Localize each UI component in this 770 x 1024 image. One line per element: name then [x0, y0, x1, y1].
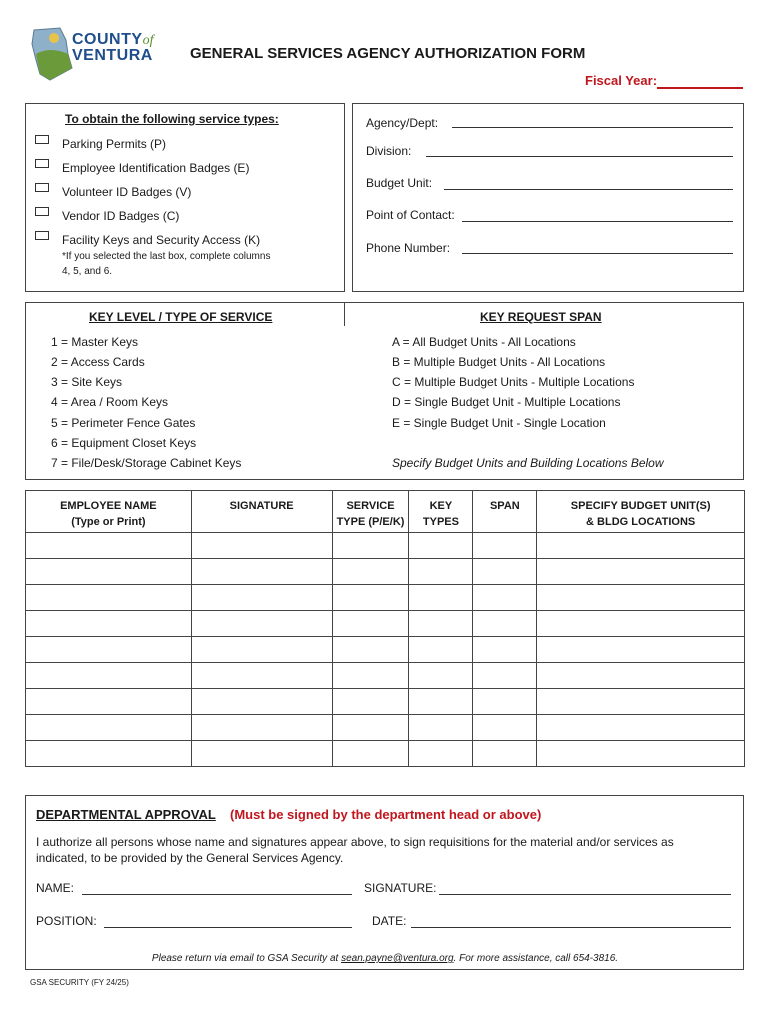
table-row [26, 663, 745, 689]
span-cell[interactable] [473, 637, 537, 663]
date-input[interactable] [411, 927, 731, 928]
col-signature-line1: SIGNATURE [229, 500, 294, 512]
budget-unit-input[interactable] [444, 189, 733, 190]
employee-name-cell[interactable] [26, 611, 192, 637]
checkbox-parking[interactable] [35, 135, 49, 144]
key-level-item: 7 = File/Desk/Storage Cabinet Keys [51, 456, 242, 470]
col-budget-units [537, 491, 745, 533]
col-service-type-line1: SERVICE [346, 500, 395, 512]
signature-cell[interactable] [191, 663, 332, 689]
employee-table [25, 490, 745, 767]
service-types-heading-text: To obtain the following service types: [65, 112, 279, 126]
budget-units-cell[interactable] [537, 585, 745, 611]
signature-label: SIGNATURE: [364, 881, 437, 895]
service-type-cell[interactable] [332, 585, 409, 611]
table-row [26, 741, 745, 767]
service-type-cell[interactable] [332, 715, 409, 741]
gsa-email-link[interactable]: sean.payne@ventura.org [341, 953, 454, 964]
checkbox-facility-keys[interactable] [35, 231, 49, 240]
col-key-types-line2: TYPES [422, 516, 459, 528]
contact-input[interactable] [462, 221, 733, 222]
service-item-volunteer-badges: Volunteer ID Badges (V) [62, 185, 192, 199]
key-span-item: A = All Budget Units - All Locations [392, 335, 576, 349]
key-types-cell[interactable] [409, 585, 473, 611]
agency-label: Agency/Dept: [366, 116, 439, 130]
table-row [26, 689, 745, 715]
signature-input[interactable] [439, 894, 731, 895]
signature-cell[interactable] [191, 559, 332, 585]
approval-statement-line2: indicated, to be provided by the General Services Agency. [36, 851, 344, 865]
name-label: NAME: [36, 881, 75, 895]
service-type-cell[interactable] [332, 663, 409, 689]
service-type-cell[interactable] [332, 637, 409, 663]
key-level-item: 1 = Master Keys [51, 335, 139, 349]
key-level-item: 6 = Equipment Closet Keys [51, 436, 197, 450]
key-types-cell[interactable] [409, 689, 473, 715]
key-types-cell[interactable] [409, 715, 473, 741]
key-span-item: E = Single Budget Unit - Single Location [392, 416, 606, 430]
return-instructions [0, 953, 770, 964]
county-logo [30, 24, 160, 82]
span-cell[interactable] [473, 533, 537, 559]
employee-name-cell[interactable] [26, 637, 192, 663]
contact-label: Point of Contact: [366, 208, 455, 222]
budget-units-cell[interactable] [537, 663, 745, 689]
return-prefix: Please return via email to GSA Security at [151, 953, 339, 964]
col-key-types-line1: KEY [429, 500, 453, 512]
service-item-parking: Parking Permits (P) [62, 137, 167, 151]
key-level-heading: KEY LEVEL / TYPE OF SERVICE [89, 310, 273, 324]
budget-units-cell[interactable] [537, 637, 745, 663]
division-input[interactable] [426, 156, 733, 157]
fiscal-year-field[interactable] [657, 87, 743, 89]
span-cell[interactable] [473, 689, 537, 715]
checkbox-vendor-badges[interactable] [35, 207, 49, 216]
signature-cell[interactable] [191, 533, 332, 559]
key-types-cell[interactable] [409, 741, 473, 767]
span-cell[interactable] [473, 741, 537, 767]
key-types-cell[interactable] [409, 611, 473, 637]
employee-name-cell[interactable] [26, 585, 192, 611]
signature-cell[interactable] [191, 585, 332, 611]
span-cell[interactable] [473, 663, 537, 689]
key-info-box [25, 302, 744, 480]
table-header-row [26, 491, 745, 533]
key-span-heading: KEY REQUEST SPAN [480, 310, 602, 324]
service-types-heading [65, 112, 279, 126]
col-budget-units-line1: SPECIFY BUDGET UNIT(S) [570, 500, 711, 512]
table-row [26, 715, 745, 741]
budget-units-cell[interactable] [537, 611, 745, 637]
position-input[interactable] [104, 927, 352, 928]
return-suffix: . For more assistance, call 654-3816. [453, 953, 619, 964]
phone-label: Phone Number: [366, 241, 451, 255]
date-label: DATE: [372, 914, 407, 928]
employee-name-cell[interactable] [26, 559, 192, 585]
key-span-item: D = Single Budget Unit - Multiple Locations [392, 395, 621, 409]
position-label: POSITION: [36, 914, 97, 928]
col-budget-units-line2: & BLDG LOCATIONS [586, 516, 696, 528]
checkbox-employee-badges[interactable] [35, 159, 49, 168]
service-type-cell[interactable] [332, 689, 409, 715]
budget-units-cell[interactable] [537, 715, 745, 741]
approval-heading: DEPARTMENTAL APPROVAL [36, 807, 216, 822]
approval-heading-note: (Must be signed by the department head or above) [230, 807, 542, 822]
name-input[interactable] [82, 894, 352, 895]
budget-unit-label: Budget Unit: [366, 176, 433, 190]
checkbox-volunteer-badges[interactable] [35, 183, 49, 192]
approval-statement-line1: I authorize all persons whose name and signatures appear above, to sign requisitions for the material and/or services as [36, 835, 674, 849]
service-note-line2: 4, 5, and 6. [62, 266, 113, 277]
employee-name-cell[interactable] [26, 689, 192, 715]
service-type-cell[interactable] [332, 559, 409, 585]
service-note-line1: *If you selected the last box, complete columns [62, 251, 271, 262]
key-types-cell[interactable] [409, 533, 473, 559]
table-row [26, 611, 745, 637]
key-types-cell[interactable] [409, 559, 473, 585]
table-row [26, 533, 745, 559]
key-level-item: 2 = Access Cards [51, 355, 145, 369]
form-id: GSA SECURITY (FY 24/25) [30, 978, 129, 987]
signature-cell[interactable] [191, 715, 332, 741]
table-row [26, 637, 745, 663]
budget-units-cell[interactable] [537, 689, 745, 715]
col-employee-name-line1: EMPLOYEE NAME [60, 500, 157, 512]
col-span [473, 491, 537, 533]
employee-name-cell[interactable] [26, 741, 192, 767]
signature-cell[interactable] [191, 637, 332, 663]
employee-name-cell[interactable] [26, 663, 192, 689]
col-employee-name [26, 491, 192, 533]
table-row [26, 585, 745, 611]
service-item-employee-badges: Employee Identification Badges (E) [62, 161, 250, 175]
agency-fields-box [352, 103, 744, 292]
division-label: Division: [366, 144, 412, 158]
col-service-type-line2: TYPE (P/E/K) [336, 516, 405, 528]
span-cell[interactable] [473, 559, 537, 585]
logo-ventura-text: VENTURA [72, 47, 153, 64]
span-cell[interactable] [473, 611, 537, 637]
form-title: GENERAL SERVICES AGENCY AUTHORIZATION FORM [190, 45, 586, 62]
key-span-specify-note: Specify Budget Units and Building Locations Below [392, 456, 664, 470]
key-types-cell[interactable] [409, 663, 473, 689]
service-item-vendor-badges: Vendor ID Badges (C) [62, 209, 180, 223]
key-info-divider [344, 302, 345, 326]
key-level-item: 3 = Site Keys [51, 375, 123, 389]
service-type-cell[interactable] [332, 533, 409, 559]
key-types-cell[interactable] [409, 637, 473, 663]
key-level-item: 4 = Area / Room Keys [51, 395, 169, 409]
budget-units-cell[interactable] [537, 559, 745, 585]
employee-name-cell[interactable] [26, 533, 192, 559]
col-employee-name-line2: (Type or Print) [71, 516, 146, 528]
service-type-cell[interactable] [332, 611, 409, 637]
budget-units-cell[interactable] [537, 741, 745, 767]
signature-cell[interactable] [191, 689, 332, 715]
county-map-icon [30, 24, 74, 82]
signature-cell[interactable] [191, 611, 332, 637]
employee-table-body [26, 533, 745, 767]
logo-county-text: COUNTY [72, 31, 143, 48]
key-level-item: 5 = Perimeter Fence Gates [51, 416, 196, 430]
service-item-facility-keys: Facility Keys and Security Access (K) [62, 233, 261, 247]
signature-cell[interactable] [191, 741, 332, 767]
agency-input[interactable] [452, 127, 733, 128]
phone-input[interactable] [462, 253, 733, 254]
budget-units-cell[interactable] [537, 533, 745, 559]
logo-of-text: of [142, 33, 154, 48]
fiscal-year-label: Fiscal Year: [585, 73, 658, 88]
key-span-item: B = Multiple Budget Units - All Locations [392, 355, 606, 369]
col-signature [191, 491, 332, 533]
col-span-line1: SPAN [489, 500, 520, 512]
table-row [26, 559, 745, 585]
span-cell[interactable] [473, 585, 537, 611]
span-cell[interactable] [473, 715, 537, 741]
key-span-item: C = Multiple Budget Units - Multiple Locations [392, 375, 635, 389]
col-service-type [332, 491, 409, 533]
col-key-types [409, 491, 473, 533]
service-type-cell[interactable] [332, 741, 409, 767]
employee-name-cell[interactable] [26, 715, 192, 741]
